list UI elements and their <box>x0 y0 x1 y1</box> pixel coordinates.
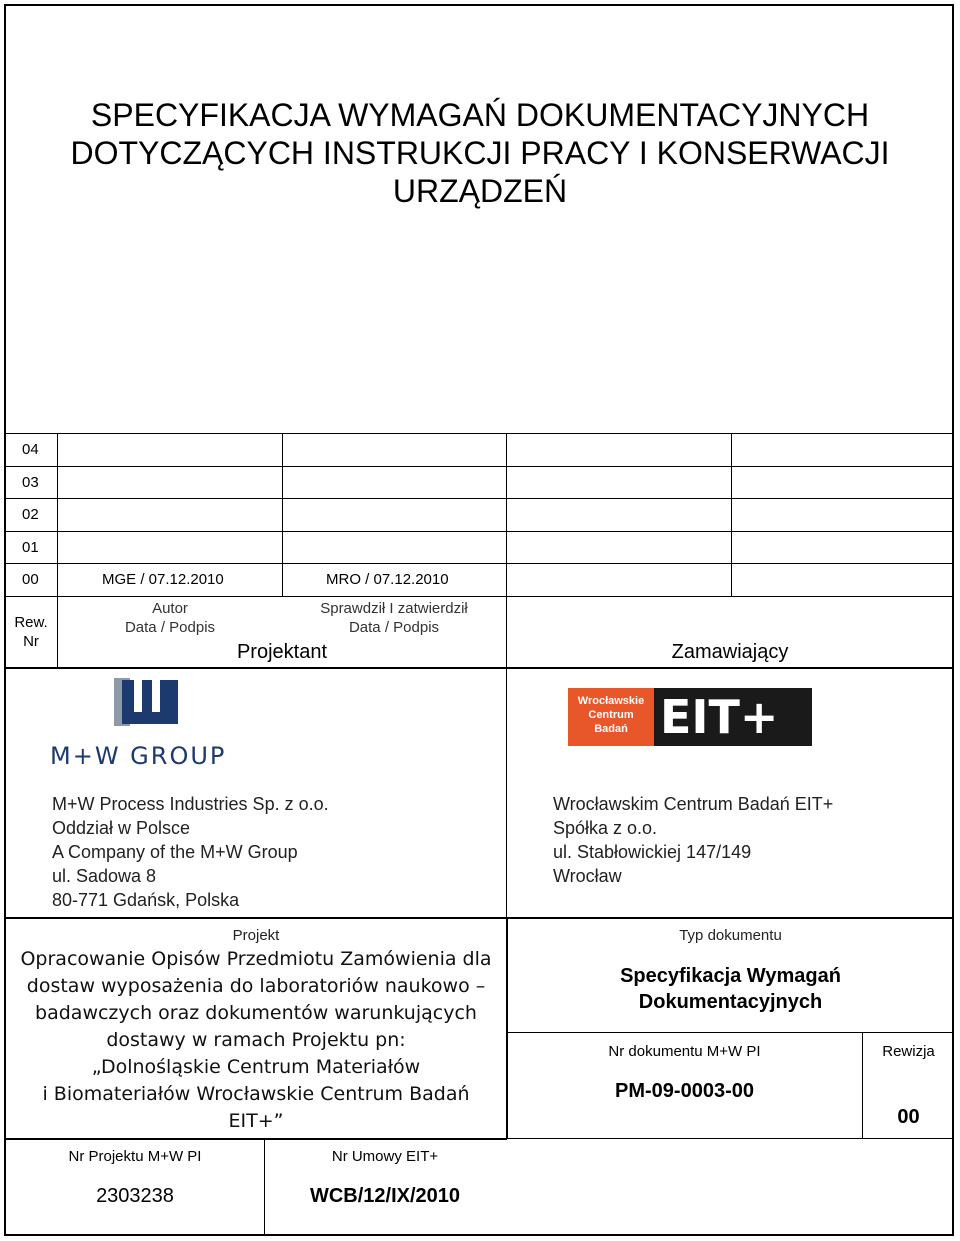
eit-orange-block: Wrocławskie Centrum Badań <box>568 688 654 746</box>
doc-type-value: Specyfikacja Wymagań Dokumentacyjnych <box>620 965 841 1013</box>
mw-group-logo <box>48 672 248 772</box>
mw-wordmark: M+W GROUP <box>50 742 227 770</box>
designer-address: M+W Process Industries Sp. z o.o. Oddział w Polsce A Company of the M+W Group ul. Sadowa 8 80-771 Gdańsk, Polska <box>52 794 329 910</box>
doc-nr-label: Nr dokumentu M+W PI <box>608 1043 761 1060</box>
rev-nr-header: Rew. Nr <box>14 614 48 650</box>
document-title <box>20 96 940 210</box>
title-line-1: SPECYFIKACJA WYMAGAŃ DOKUMENTACYJNYCH <box>90 97 870 133</box>
rev-row-01: 01 <box>22 539 39 556</box>
doc-rev-value: 00 <box>897 1106 920 1128</box>
client-address: Wrocławskim Centrum Badań EIT+ Spółka z o.o. ul. Stabłowickiej 147/149 Wrocław <box>553 794 834 886</box>
rev-row-00: 00 <box>22 571 39 588</box>
rev-00-author: MGE / 07.12.2010 <box>102 571 224 588</box>
doc-type-label: Typ dokumentu <box>679 927 782 944</box>
client-label: Zamawiający <box>671 641 789 663</box>
rev-00-checker: MRO / 07.12.2010 <box>326 571 449 588</box>
doc-rev-label: Rewizja <box>882 1043 935 1060</box>
title-line-2: DOTYCZĄCYCH INSTRUKCJI PRACY I KONSERWACJI <box>70 135 890 171</box>
doc-nr-value: PM-09-0003-00 <box>615 1080 754 1102</box>
contract-nr-value: WCB/12/IX/2010 <box>309 1185 461 1207</box>
project-nr-label: Nr Projektu M+W PI <box>68 1148 202 1165</box>
project-nr-value: 2303238 <box>96 1185 174 1207</box>
rev-row-03: 03 <box>22 474 39 491</box>
author-header: Autor Data / Podpis <box>124 600 216 636</box>
designer-label: Projektant <box>236 641 328 663</box>
eit-mark: EIT+ <box>654 688 812 746</box>
contract-nr-label: Nr Umowy EIT+ <box>331 1148 439 1165</box>
project-label: Projekt <box>232 927 280 944</box>
title-line-3: URZĄDZEŃ <box>392 173 568 209</box>
rev-row-04: 04 <box>22 441 39 458</box>
checker-header: Sprawdził I zatwierdził Data / Podpis <box>320 600 468 636</box>
rev-row-02: 02 <box>22 506 39 523</box>
project-description: Opracowanie Opisów Przedmiotu Zamówienia dla dostaw wyposażenia do laboratoriów naukowo – badawczych oraz dokumentów warunkujących dostawy w ramach Projektu pn: „Dolnośląskie Centrum Materiałów i Biomateriałów Wrocławskie Centrum Badań EIT+” <box>20 948 492 1132</box>
eit-plus-logo <box>568 688 818 748</box>
